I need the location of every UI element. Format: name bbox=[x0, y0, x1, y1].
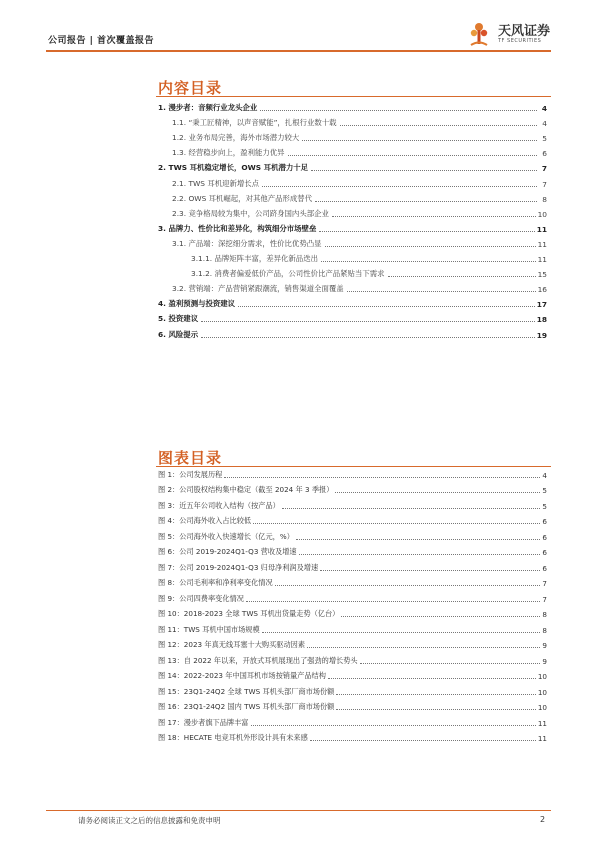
toc-item[interactable] bbox=[158, 158, 547, 173]
figure-item-label: 图 6：公司 2019-2024Q1-Q3 营收及增速 bbox=[158, 547, 297, 556]
figure-item[interactable] bbox=[158, 650, 547, 666]
footer-rule bbox=[46, 810, 551, 811]
toc-item-page: 18 bbox=[536, 315, 547, 325]
leader-dots bbox=[307, 647, 540, 648]
leader-dots bbox=[201, 337, 535, 338]
figure-item-page: 6 bbox=[542, 517, 547, 526]
leader-dots bbox=[341, 616, 540, 617]
page-number: 2 bbox=[540, 815, 546, 824]
figure-item-label: 图 18：HECATE 电竞耳机外形设计具有未来感 bbox=[158, 733, 308, 742]
toc-item-page: 17 bbox=[536, 300, 547, 310]
leader-dots bbox=[262, 632, 541, 633]
figure-item-label: 图 15：23Q1-24Q2 全球 TWS 耳机头部厂商市场份额 bbox=[158, 686, 335, 696]
leader-dots bbox=[310, 740, 536, 741]
toc-item[interactable] bbox=[158, 128, 547, 143]
figure-item-label: 图 10：2018-2023 全球 TWS 耳机出货量走势（亿台） bbox=[158, 609, 340, 618]
toc-item-label: 6. 风险提示 bbox=[158, 329, 199, 339]
figure-item[interactable] bbox=[158, 511, 547, 527]
figure-item-page: 9 bbox=[542, 641, 547, 650]
toc-item-label: 3.2. 营销端：产品营销紧跟潮流，销售渠道全面覆盖 bbox=[172, 284, 344, 294]
leader-dots bbox=[299, 554, 541, 555]
leader-dots bbox=[321, 261, 536, 262]
leader-dots bbox=[336, 694, 536, 695]
toc-item[interactable] bbox=[158, 98, 547, 113]
leader-dots bbox=[325, 246, 536, 247]
logo-subtitle: TF SECURITIES bbox=[498, 38, 542, 44]
figure-item-label: 图 13：自 2022 年以来，开放式耳机展现出了强劲的增长势头 bbox=[158, 655, 358, 665]
figure-item-label: 图 9：公司四费率变化情况 bbox=[158, 593, 244, 603]
toc-item[interactable] bbox=[158, 234, 547, 249]
toc-item[interactable] bbox=[158, 204, 547, 219]
leader-dots bbox=[201, 321, 535, 322]
toc-item-label: 1. 漫步者：音频行业龙头企业 bbox=[158, 103, 258, 113]
figure-item-page: 8 bbox=[542, 610, 547, 619]
toc-item-page: 19 bbox=[536, 330, 547, 340]
leader-dots bbox=[332, 216, 536, 217]
leader-dots bbox=[340, 125, 537, 126]
figures-title: 图表目录 bbox=[158, 449, 223, 467]
toc-item[interactable] bbox=[158, 173, 547, 188]
toc-item-label: 2.1. TWS 耳机迎新增长点 bbox=[172, 178, 260, 188]
toc-item-label: 2.2. OWS 耳机崛起，对其他产品形成替代 bbox=[172, 193, 313, 203]
figure-item-page: 11 bbox=[537, 734, 547, 743]
figure-item[interactable] bbox=[158, 712, 547, 728]
leader-dots bbox=[262, 186, 537, 187]
toc-item-page: 4 bbox=[541, 104, 547, 114]
figure-item-page: 5 bbox=[542, 486, 547, 495]
figure-item-label: 图 8：公司毛利率和净利率变化情况 bbox=[158, 578, 273, 587]
toc-item[interactable] bbox=[158, 113, 547, 128]
toc-item-page: 7 bbox=[542, 179, 547, 189]
toc-item-label: 3.1.1. 品牌矩阵丰富，差异化新品迭出 bbox=[191, 254, 318, 264]
figure-item[interactable] bbox=[158, 464, 547, 480]
figures-list bbox=[158, 464, 547, 743]
leader-dots bbox=[296, 539, 541, 540]
figure-item[interactable] bbox=[158, 635, 547, 651]
toc-item-page: 8 bbox=[542, 194, 547, 204]
toc-item-page: 11 bbox=[536, 224, 547, 234]
toc-item-page: 15 bbox=[537, 270, 547, 280]
leader-dots bbox=[302, 140, 537, 141]
figure-item[interactable] bbox=[158, 619, 547, 635]
figure-item[interactable] bbox=[158, 728, 547, 744]
figure-item[interactable] bbox=[158, 573, 547, 589]
leader-dots bbox=[360, 663, 541, 664]
figure-item-page: 8 bbox=[542, 625, 547, 635]
figure-item[interactable] bbox=[158, 697, 547, 713]
leader-dots bbox=[319, 231, 534, 232]
leader-dots bbox=[275, 585, 541, 586]
figure-item-label: 图 1：公司发展历程 bbox=[158, 469, 223, 479]
toc-item-page: 4 bbox=[542, 119, 547, 129]
figure-item[interactable] bbox=[158, 557, 547, 573]
leader-dots bbox=[246, 601, 541, 602]
toc-item-label: 1.1. “秉工匠精神，以声音赋能”，扎根行业数十载 bbox=[172, 118, 337, 128]
toc-title: 内容目录 bbox=[158, 79, 223, 97]
toc-item-label: 2. TWS 耳机稳定增长，OWS 耳机潜力十足 bbox=[158, 163, 309, 173]
figure-item[interactable] bbox=[158, 588, 547, 604]
footer-disclaimer: 请务必阅读正文之后的信息披露和免责申明 bbox=[78, 816, 221, 825]
leader-dots bbox=[253, 523, 540, 524]
figure-item[interactable] bbox=[158, 666, 547, 682]
header-left-text: 公司报告 | 首次覆盖报告 bbox=[48, 36, 155, 46]
toc-item[interactable] bbox=[158, 219, 547, 234]
toc-item[interactable] bbox=[158, 249, 547, 264]
toc-item[interactable] bbox=[158, 189, 547, 204]
figure-item-label: 图 2：公司股权结构集中稳定（截至 2024 年 3 季报） bbox=[158, 485, 334, 494]
toc-item-label: 3. 品牌力、性价比和差异化，构筑细分市场壁垒 bbox=[158, 223, 317, 233]
toc-item-page: 10 bbox=[537, 209, 547, 219]
figure-item-page: 7 bbox=[542, 579, 547, 588]
toc-item-label: 4. 盈利预测与投资建议 bbox=[158, 299, 236, 309]
leader-dots bbox=[336, 709, 536, 710]
figure-item-label: 图 4：公司海外收入占比较低 bbox=[158, 516, 252, 525]
figure-item-page: 4 bbox=[542, 470, 547, 480]
toc-list bbox=[158, 98, 547, 340]
toc-item-label: 2.3. 竞争格局较为集中，公司跻身国内头部企业 bbox=[172, 208, 329, 218]
leader-dots bbox=[328, 678, 536, 679]
header-rule bbox=[46, 50, 551, 52]
figure-item[interactable] bbox=[158, 542, 547, 558]
toc-item[interactable] bbox=[158, 264, 547, 279]
figure-item-label: 图 12：2023 年真无线耳塞十大购买驱动因素 bbox=[158, 640, 306, 649]
figure-item-page: 10 bbox=[537, 687, 547, 697]
toc-item[interactable] bbox=[158, 324, 547, 339]
figure-item[interactable] bbox=[158, 526, 547, 542]
leader-dots bbox=[388, 276, 536, 277]
toc-item[interactable] bbox=[158, 294, 547, 309]
leader-dots bbox=[282, 508, 541, 509]
figure-item-label: 图 16：23Q1-24Q2 国内 TWS 耳机头部厂商市场份额 bbox=[158, 702, 335, 711]
figure-item-page: 6 bbox=[542, 548, 547, 557]
toc-item-label: 3.1.2. 消费者偏爱低价产品，公司性价比产品紧贴当下需求 bbox=[191, 269, 385, 279]
leader-dots bbox=[335, 492, 540, 493]
toc-item-page: 11 bbox=[537, 239, 547, 249]
toc-item-page: 5 bbox=[542, 134, 547, 144]
figure-item-label: 图 3：近五年公司收入结构（按产品） bbox=[158, 500, 280, 510]
figure-item-label: 图 5：公司海外收入快速增长（亿元，%） bbox=[158, 531, 294, 541]
toc-item-page: 6 bbox=[542, 149, 547, 159]
figure-item[interactable] bbox=[158, 480, 547, 496]
figure-item-label: 图 17：漫步者旗下品牌丰富 bbox=[158, 717, 249, 727]
figure-item-page: 7 bbox=[542, 594, 547, 604]
leader-dots bbox=[315, 201, 537, 202]
leader-dots bbox=[311, 170, 537, 171]
leader-dots bbox=[347, 291, 536, 292]
figure-item-page: 5 bbox=[542, 501, 547, 511]
leader-dots bbox=[320, 570, 540, 571]
leader-dots bbox=[238, 306, 535, 307]
leader-dots bbox=[288, 155, 537, 156]
figure-item-page: 11 bbox=[537, 718, 547, 728]
toc-item[interactable] bbox=[158, 279, 547, 294]
toc-item-page: 7 bbox=[541, 164, 547, 174]
toc-item[interactable] bbox=[158, 309, 547, 324]
figure-item-page: 10 bbox=[537, 703, 547, 712]
figure-item[interactable] bbox=[158, 495, 547, 511]
figure-item-page: 6 bbox=[542, 532, 547, 542]
figure-item-page: 10 bbox=[537, 672, 547, 681]
figure-item-page: 6 bbox=[542, 563, 547, 573]
figure-item-label: 图 14：2022-2023 年中国耳机市场按销量产品结构 bbox=[158, 671, 326, 680]
toc-title-rule bbox=[156, 96, 551, 97]
toc-item-page: 16 bbox=[537, 285, 547, 295]
figure-item-page: 9 bbox=[542, 656, 547, 666]
toc-item-label: 1.2. 业务布局完善，海外市场潜力较大 bbox=[172, 133, 300, 143]
leader-dots bbox=[260, 110, 537, 111]
toc-item[interactable] bbox=[158, 143, 547, 158]
figure-item-label: 图 7：公司 2019-2024Q1-Q3 归母净利润及增速 bbox=[158, 562, 319, 572]
toc-item-page: 11 bbox=[537, 255, 547, 265]
toc-item-label: 5. 投资建议 bbox=[158, 314, 199, 324]
leader-dots bbox=[251, 725, 536, 726]
figure-item[interactable] bbox=[158, 604, 547, 620]
figure-item-label: 图 11：TWS 耳机中国市场规模 bbox=[158, 624, 260, 634]
toc-item-label: 1.3. 经营稳步向上，盈利能力优异 bbox=[172, 148, 285, 158]
toc-item-label: 3.1. 产品端：深挖细分需求，性价比优势凸显 bbox=[172, 238, 322, 248]
figure-item[interactable] bbox=[158, 681, 547, 697]
logo-name: 天风证券 bbox=[498, 24, 551, 39]
leader-dots bbox=[224, 477, 540, 478]
